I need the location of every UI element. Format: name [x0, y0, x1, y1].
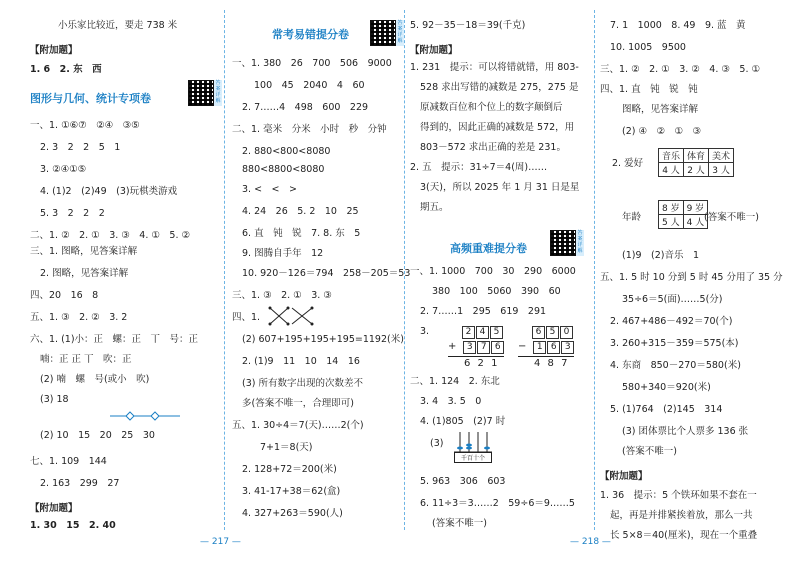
qr-code-icon: [188, 80, 214, 106]
table-head-cell: 9 岁: [683, 201, 708, 215]
answer-line: 6. 直 钝 锐 7. 8. 东 5: [242, 228, 361, 239]
answer-line: 五、1. ③ 2. ② 3. 2: [30, 312, 128, 323]
table-head-cell: 体育: [684, 149, 709, 163]
qr-tag: 答案详解: [577, 230, 583, 254]
answer-line: 五、1. 30÷4＝7(天)……2(个): [232, 420, 364, 431]
answer-line: 七、1. 109 144: [30, 456, 107, 467]
abacus-label: 千百十个: [454, 452, 492, 463]
answer-line: (3): [430, 438, 444, 449]
digit-box: 4: [476, 326, 489, 339]
vertical-calc-1: 2 4 5 + 3 7 6 6 2 1: [448, 326, 505, 369]
bonus-heading: 【附加题】: [410, 45, 458, 56]
answer-line: 二、1. 毫米 分米 小时 秒 分钟: [232, 124, 387, 135]
answer-line: 3. 4 3. 5 0: [420, 396, 482, 407]
answer-line: (答案不唯一): [704, 212, 759, 223]
digit-box: 6: [532, 326, 545, 339]
answer-line: (2) 喃 螺 号(或小 吹): [40, 374, 150, 385]
answer-line: 7+1＝8(天): [260, 442, 313, 453]
answer-line: 5. 3 2 2 2: [40, 208, 105, 219]
answer-line: 6. 11÷3＝3……2 59÷6＝9……5: [420, 498, 575, 509]
answer-line: 7. 1 1000 8. 49 9. 蓝 黄: [610, 20, 746, 31]
answer-line: 9. 图腾自手年 12: [242, 248, 324, 259]
answer-line: (3) 团体票比个人票多 136 张: [622, 426, 749, 437]
answer-line: 1. 36 提示：5 个铁环如果不套在一: [600, 490, 757, 501]
table-cell: 3 人: [709, 163, 734, 177]
table-cell: 4 人: [659, 163, 684, 177]
answer-line: 期五。: [420, 202, 449, 213]
answer-line: 二、1. ② 2. ① 3. ③ 4. ① 5. ②: [30, 230, 191, 241]
answer-line: 4. (1)2 (2)49 (3)玩棋类游戏: [40, 186, 178, 197]
answer-line: 二、1. 124 2. 东北: [410, 376, 500, 387]
answer-line: 10. 1005 9500: [610, 42, 686, 53]
section-title-common-errors: 常考易错提分卷: [272, 28, 349, 41]
answer-line: (2) 10 15 20 25 30: [40, 430, 155, 441]
answer-line: 2. 爱好: [612, 158, 644, 169]
digit-box: 6: [491, 341, 504, 354]
column-divider: [224, 10, 225, 530]
answer-line: 多(答案不唯一，合理即可): [242, 398, 354, 409]
answer-line: 2. 7……4 498 600 229: [242, 102, 369, 113]
section-title-high-freq: 高频重难提分卷: [450, 242, 527, 255]
qr-tag: 答案详解: [215, 80, 221, 104]
answer-line: 1. 6 2. 东 西: [30, 64, 102, 75]
section-title-geometry: 图形与几何、统计专项卷: [30, 92, 151, 105]
digit-box: 3: [561, 341, 574, 354]
calc-result: 6 2 1: [464, 358, 500, 369]
table-cell: 2 人: [684, 163, 709, 177]
qr-code-icon: [370, 20, 396, 46]
answer-line: 3. 260+315－359＝575(本): [610, 338, 739, 349]
answer-line: 2. 467+486－492＝70(个): [610, 316, 733, 327]
answer-line: 10. 920－126＝794 258－205＝53: [242, 268, 411, 279]
column-divider: [594, 10, 595, 530]
answer-line: 喃：正 正 丅 吹：正: [40, 354, 132, 365]
answer-line: 4. 327+263＝590(人): [242, 508, 343, 519]
answer-line: 580+340＝920(米): [622, 382, 711, 393]
answer-line: (2) 607+195+195+195=1192(米): [242, 334, 404, 345]
answer-line: 2. 163 299 27: [40, 478, 120, 489]
answer-line: 2. 3 2 2 5 1: [40, 142, 121, 153]
bonus-heading: 【附加题】: [600, 471, 648, 482]
digit-box: 6: [547, 341, 560, 354]
answer-line: 4. 24 26 5. 2 10 25: [242, 206, 359, 217]
answer-line: (答案不唯一): [432, 518, 487, 529]
answer-line: 四、1. 直 钝 锐 钝: [600, 84, 698, 95]
answer-line: 一、1. 1000 700 30 290 6000: [410, 266, 576, 277]
calc-rule: [448, 356, 504, 357]
answer-line: 原减数百位和个位上的数字颠倒后: [420, 102, 563, 113]
answer-line: 图略，见答案详解: [622, 104, 699, 115]
answer-line: 小乐家比较近，要走 738 米: [58, 20, 178, 31]
qr-code-icon: [550, 230, 576, 256]
age-table: [658, 200, 708, 229]
answer-line: 四、20 16 8: [30, 290, 99, 301]
answer-line: 1. 30 15 2. 40: [30, 520, 116, 531]
table-head-cell: 8 岁: [659, 201, 684, 215]
bonus-heading: 【附加题】: [30, 503, 78, 514]
calc-rule: [518, 356, 574, 357]
bonus-heading: 【附加题】: [30, 45, 78, 56]
table-head-cell: 音乐: [659, 149, 684, 163]
page-number-right: — 218 —: [570, 537, 611, 547]
digit-box: 0: [560, 326, 573, 339]
answer-line: 35÷6＝5(面)……5(分): [622, 294, 723, 305]
answer-line: 3. 41-17+38＝62(盒): [242, 486, 341, 497]
answer-line: 100 45 2040 4 60: [254, 80, 365, 91]
answer-line: (2) ④ ② ① ③: [622, 126, 702, 137]
answer-line: 5. (1)764 (2)145 314: [610, 404, 723, 415]
answer-line: 1. 231 提示：可以将错就错，用 803-: [410, 62, 579, 73]
digit-box: 1: [533, 341, 546, 354]
answer-line: 3. ②④①⑤: [40, 164, 87, 175]
answer-line: 5. 92－35－18＝39(千克): [410, 20, 526, 31]
answer-line: 2. 图略，见答案详解: [40, 268, 129, 279]
digit-box: 5: [546, 326, 559, 339]
digit-box: 2: [462, 326, 475, 339]
answer-line: 一、1. ①⑥⑦ ②④ ③⑤: [30, 120, 140, 131]
hobby-table: [658, 148, 734, 177]
answer-line: 2. 五 提示：31÷7＝4(周)……: [410, 162, 548, 173]
abacus-figure: [454, 432, 492, 462]
qr-tag: 答案详解: [397, 20, 403, 44]
answer-line: 三、1. ② 2. ① 3. ② 4. ③ 5. ①: [600, 64, 761, 75]
answer-line: 380 100 5060 390 60: [432, 286, 561, 297]
answer-line: 起，再是并排紧挨着放，那么一共: [610, 510, 753, 521]
answer-line: 2. 128+72＝200(米): [242, 464, 337, 475]
answer-line: (1)9 (2)音乐 1: [622, 250, 700, 261]
answer-line: 三、1. ③ 2. ① 3. ③: [232, 290, 332, 301]
answer-line: 3(天)，所以 2025 年 1 月 31 日是星: [420, 182, 580, 193]
answer-line: 四、1.: [232, 312, 261, 323]
answer-line: (3) 所有数字出现的次数差不: [242, 378, 363, 389]
answer-line: 803－572 求出正确的差是 231。: [420, 142, 566, 153]
answer-line: 2. 7……1 295 619 291: [420, 306, 547, 317]
answer-line: 2. (1)9 11 10 14 16: [242, 356, 360, 367]
answer-line: 六、1. (1)小：正 螺：正 丅 号：正: [30, 334, 199, 345]
answer-line: 五、1. 5 时 10 分到 5 时 45 分用了 35 分: [600, 272, 783, 283]
digit-box: 3: [463, 341, 476, 354]
vertical-calc-2: 6 5 0 − 1 6 3 4 8 7: [518, 326, 575, 369]
table-head-cell: 美术: [709, 149, 734, 163]
answer-line: (答案不唯一): [622, 446, 677, 457]
answer-line: 4. 东商 850－270＝580(米): [610, 360, 741, 371]
digit-box: 7: [477, 341, 490, 354]
answer-line: 得到的，因此正确的减数是 572，用: [420, 122, 575, 133]
answer-line: 长 5×8＝40(厘米)，现在一个重叠: [610, 530, 758, 541]
answer-line: 2. 880<800<8080: [242, 146, 331, 157]
calc-result: 4 8 7: [534, 358, 570, 369]
answer-line: 4. (1)805 (2)7 时: [420, 416, 506, 427]
answer-line: 三、1. 图略，见答案详解: [30, 246, 138, 257]
answer-line: 3. < < >: [242, 184, 297, 195]
table-cell: 5 人: [659, 215, 684, 229]
answer-line: (3) 18: [40, 394, 69, 405]
answer-line: 一、1. 380 26 700 506 9000: [232, 58, 392, 69]
answer-line: 880<8800<8080: [242, 164, 325, 175]
answer-line: 年龄: [622, 212, 642, 223]
connect-lines-figure: [268, 306, 328, 326]
page-number-left: — 217 —: [200, 537, 241, 547]
answer-line: 5. 963 306 603: [420, 476, 506, 487]
answer-line: 3.: [420, 326, 430, 337]
answer-line: 528 求出写错的减数是 275，275 是: [420, 82, 579, 93]
digit-box: 5: [490, 326, 503, 339]
diamond-line-figure: [110, 410, 200, 422]
table-cell: 4 人: [683, 215, 708, 229]
